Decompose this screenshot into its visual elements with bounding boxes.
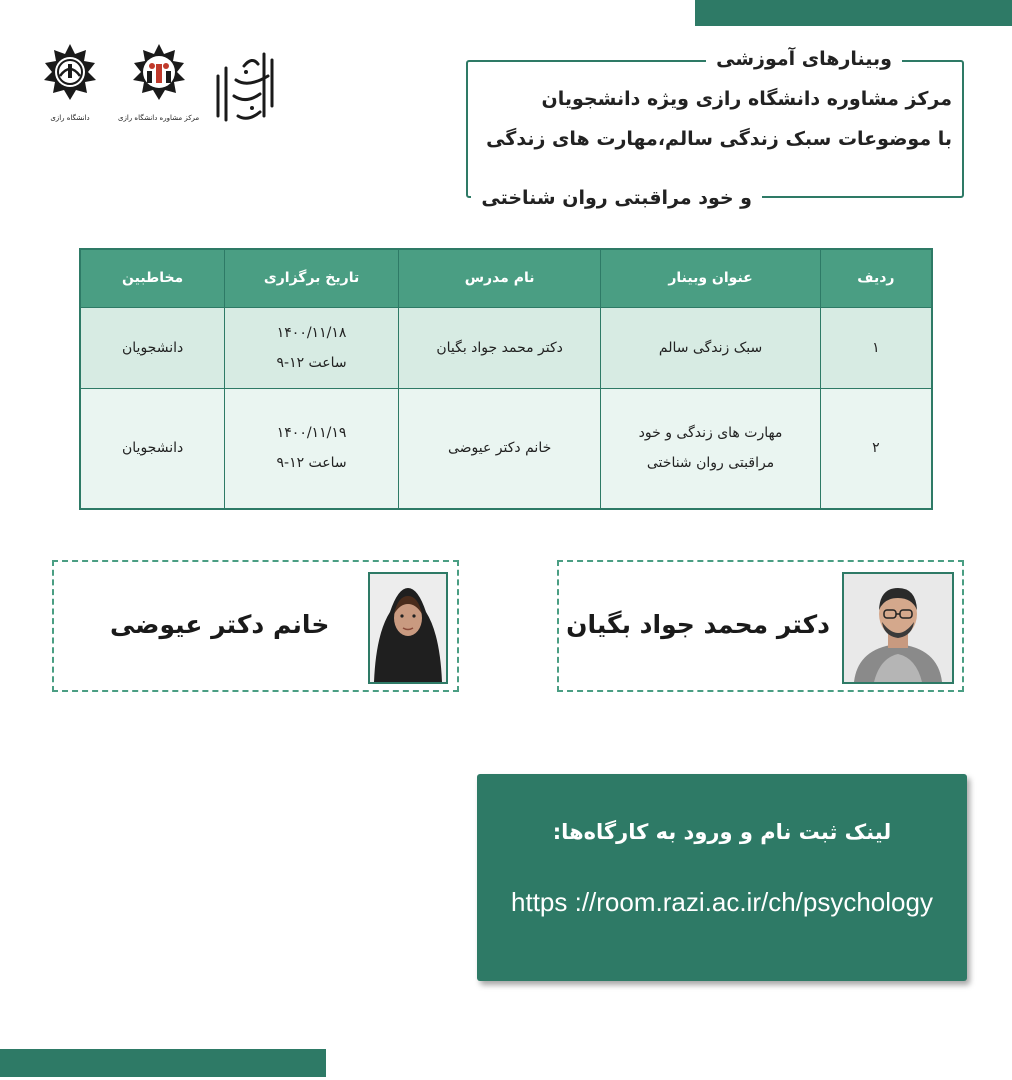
bottom-accent-bar xyxy=(0,1049,326,1077)
female-instructor-portrait xyxy=(370,574,446,682)
header-teacher: نام مدرس xyxy=(398,249,600,307)
cell-webinar-title xyxy=(601,388,820,509)
instructor-card-begian xyxy=(557,560,964,692)
instructor-name: خانم دکتر عیوضی xyxy=(110,610,330,639)
student-training-calligraphy-logo xyxy=(208,46,282,126)
center-logo-caption: مرکز مشاوره دانشگاه رازی xyxy=(118,114,200,122)
table-row xyxy=(80,388,932,509)
table-row xyxy=(80,307,932,388)
razi-logo-caption: دانشگاه رازی xyxy=(50,114,90,122)
counseling-center-emblem-icon xyxy=(125,42,193,112)
cell-date xyxy=(225,307,399,388)
student-training-logo xyxy=(208,46,282,126)
date-value: ۱۴۰۰/۱۱/۱۸ xyxy=(276,324,347,341)
cell-row-number: ۱ xyxy=(820,307,932,388)
date-value: ۱۴۰۰/۱۱/۱۹ xyxy=(276,425,347,442)
female-instructor-photo xyxy=(368,572,448,684)
header-frame xyxy=(466,48,964,209)
cell-teacher: دکتر محمد جواد بگیان xyxy=(398,307,600,388)
header-top-title: وبینارهای آموزشی xyxy=(706,48,902,70)
title-line: سبک زندگی سالم xyxy=(658,339,763,356)
title-line: مهارت های زندگی و خود xyxy=(638,425,783,442)
instructor-card-ivazi xyxy=(52,560,459,692)
cell-audience: دانشجویان xyxy=(80,307,225,388)
cell-audience: دانشجویان xyxy=(80,388,225,509)
cell-row-number: ۲ xyxy=(820,388,932,509)
header-row-number: ردیف xyxy=(820,249,932,307)
registration-link-url[interactable]: https ://room.razi.ac.ir/ch/psychology xyxy=(511,887,933,917)
header-webinar-title: عنوان وبینار xyxy=(601,249,820,307)
cell-webinar-title xyxy=(601,307,820,388)
top-accent-bar xyxy=(695,0,1012,26)
time-value: ساعت ۱۲-۹ xyxy=(276,354,347,371)
webinar-schedule-table xyxy=(79,248,933,510)
counseling-center-logo xyxy=(118,42,199,122)
header-line-1: مرکز مشاوره دانشگاه رازی ویژه دانشجویان xyxy=(541,88,952,110)
male-instructor-portrait xyxy=(844,574,952,682)
registration-link-box xyxy=(477,774,967,981)
razi-university-logo xyxy=(38,42,102,122)
title-line: مراقبتی روان شناختی xyxy=(646,455,775,472)
header-date: تاریخ برگزاری xyxy=(225,249,399,307)
header-bottom-line: و خود مراقبتی روان شناختی xyxy=(471,187,762,209)
cell-teacher: خانم دکتر عیوضی xyxy=(398,388,600,509)
table-header-row xyxy=(80,249,932,307)
cell-date xyxy=(225,388,399,509)
header-audience: مخاطبین xyxy=(80,249,225,307)
male-instructor-photo xyxy=(842,572,954,684)
registration-link-title: لینک ثبت نام و ورود به کارگاه‌ها: xyxy=(552,820,892,844)
instructor-name: دکتر محمد جواد بگیان xyxy=(566,610,830,639)
time-value: ساعت ۱۲-۹ xyxy=(276,455,347,472)
razi-university-emblem-icon xyxy=(38,42,102,112)
header-line-2: با موضوعات سبک زندگی سالم،مهارت های زندگی xyxy=(486,128,952,150)
